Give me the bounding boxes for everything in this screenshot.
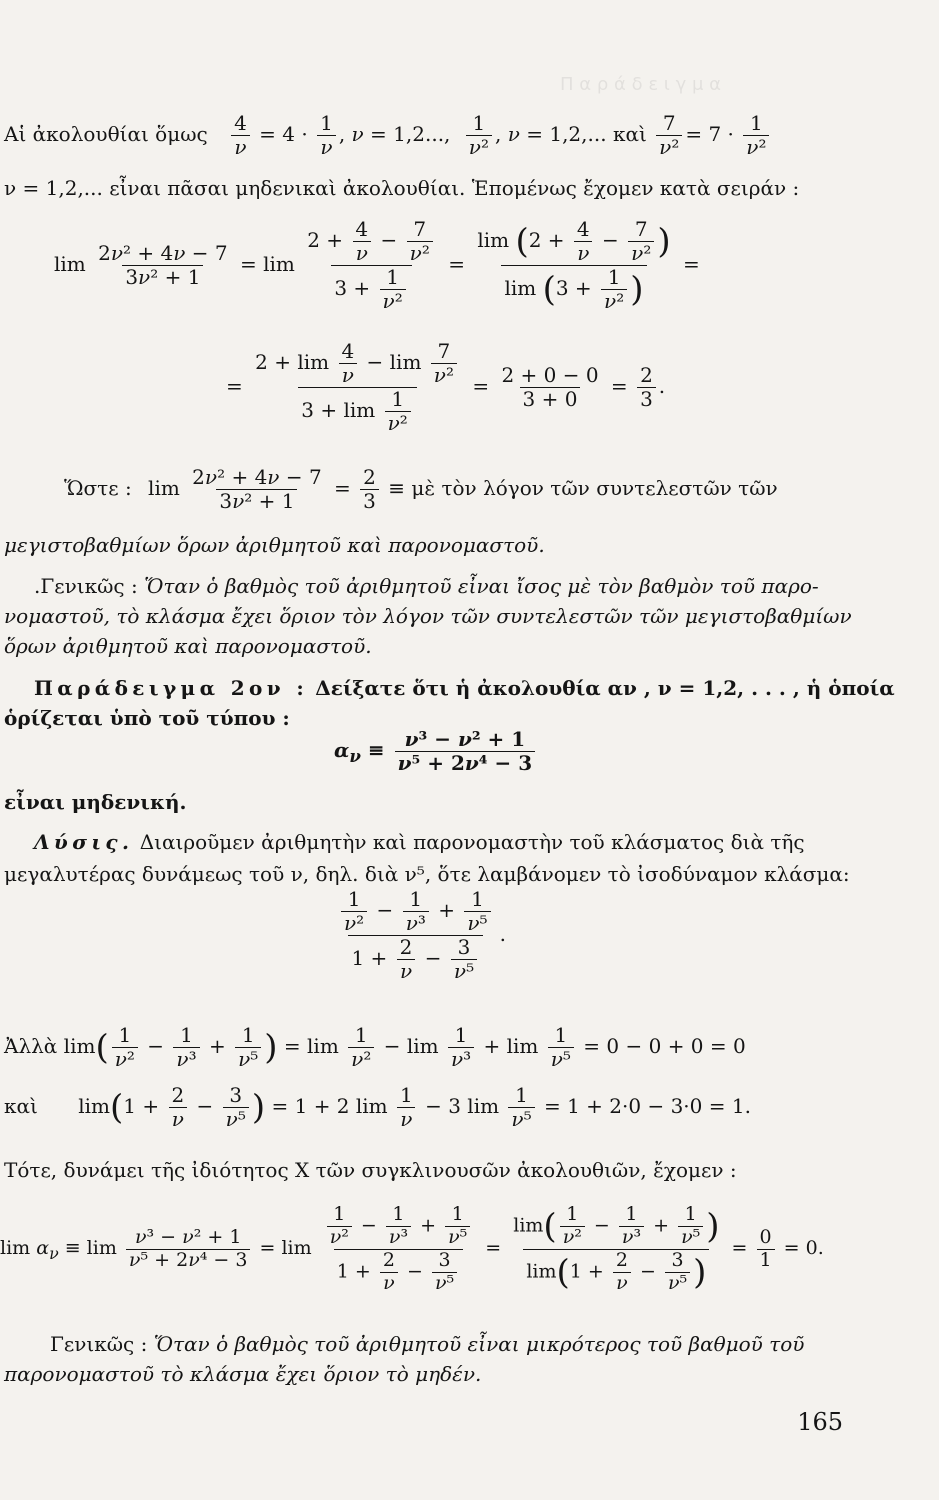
solution-line-2: μεγαλυτέρας δυνάμεως τοῦ ν, δηλ. διὰ ν⁵, ὅτε λαμβάνομεν τὸ ἰσοδύναμον κλάσμα:	[4, 862, 850, 886]
sequence-expression-a: $\frac{4}{\nu}$ = 4 · $\frac{1}{\nu}$ , ν = 1,2...,	[228, 122, 457, 146]
convergence-property-line: Τότε, δυνάμει τῆς ἰδιότητος Χ τῶν συγκλινουσῶν ἀκολουθιῶν, ἔχομεν :	[4, 1158, 737, 1182]
example-2-line-2: ὁρίζεται ὑπὸ τοῦ τύπου :	[4, 706, 290, 730]
solution-line-1: Λύσις. Διαιροῦμεν ἀριθμητὴν καὶ παρονομαστὴν τοῦ κλάσματος διὰ τῆς	[34, 830, 805, 854]
conclusion-line-2: μεγιστοβαθμίων ὅρων ἀριθμητοῦ καὶ παρονομαστοῦ.	[4, 533, 545, 557]
bleed-through-text: Π α ρ ά δ ε ι γ μ α	[560, 74, 721, 95]
example-2-line-3: εἶναι μηδενική.	[4, 790, 187, 814]
limit-denominator-line: καὶ lim(1 + $\frac{2}{\nu}$ − $\frac{3}{\text{ν⁵}}$ ) = 1 + 2 lim $\frac{1}{\nu}$ − 3 lim $\frac{1}{\text{ν⁵}}$ = 1 + 2·0 − 3·0 = 1.	[4, 1083, 751, 1131]
generalization-1-line-2: νομαστοῦ, τὸ κλάσμα ἔχει ὅριον τὸν λόγον τῶν συντελεστῶν τῶν μεγιστοβαθμίων	[4, 604, 852, 628]
line-2: ν = 1,2,... εἶναι πᾶσαι μηδενικαὶ ἀκολουθίαι. Ἑπομένως ἔχομεν κατὰ σειράν :	[4, 176, 800, 200]
line-1: Αἱ ἀκολουθίαι ὅμως $\frac{4}{\nu}$ = 4 · $\frac{1}{\nu}$ , ν = 1,2..., $\frac{1}{\text{ν²}}$ , ν = 1,2,... καὶ $\frac{7}{\text{ν²}}$ = 7 · $\frac{1}{\text{ν²}}$	[4, 112, 772, 159]
generalization-2-line-2: παρονομαστοῦ τὸ κλάσμα ἔχει ὅριον τὸ μηδέν.	[4, 1362, 482, 1386]
example-2-heading: Παράδειγμα 2ον : Δείξατε ὅτι ἡ ἀκολουθία αν , ν = 1,2, . . . , ἡ ὁποία	[34, 676, 895, 700]
limit-equation-1: lim $\frac{\text{2ν² + 4ν − 7}}{\text{3ν² + 1}}$ = lim 2 + $\frac{4}{\nu}$ − $\frac{7}{\text{ν²}}$ 3 + $\frac{1}{\text{ν²}}$ = lim (2 + $\frac{4}{\nu}$ − $\frac{7}{\text{ν²}}$ ) lim (3 + $\frac{1}{\text{ν²}}$ ) =	[54, 217, 700, 313]
final-limit-equation: $\lim \alpha_\nu \equiv \lim$ $\frac{\text{ν³ − ν² + 1}}{\text{ν⁵ + 2ν⁴ − 3}}$ = lim $\frac{1}{\text{ν²}}$ − $\frac{1}{\text{ν³}}$ + $\frac{1}{\text{ν⁵}}$ 1 + $\frac{2}{\nu}$ − $\frac{3}{\text{ν⁵}}$ = lim( $\frac{1}{\text{ν²}}$ − $\frac{1}{\text{ν³}}$ + $\frac{1}{\text{ν⁵}}$ ) lim(1 + $\frac{2}{\nu}$ − $\frac{3}{\text{ν⁵}}$ ) = $\frac{0}{1}$ = 0.	[0, 1203, 824, 1294]
generalization-1-line-1: .Γενικῶς : Ὅταν ὁ βαθμὸς τοῦ ἀριθμητοῦ εἶναι ἴσος μὲ τὸν βαθμὸν τοῦ παρο-	[34, 574, 819, 598]
generalization-1-line-3: ὅρων ἀριθμητοῦ καὶ παρονομαστοῦ.	[4, 634, 372, 658]
generalization-2-line-1: Γενικῶς : Ὅταν ὁ βαθμὸς τοῦ ἀριθμητοῦ εἶναι μικρότερος τοῦ βαθμοῦ τοῦ	[50, 1332, 805, 1356]
example-2-formula: $\alpha_\nu$ ≡ $\frac{\text{ν³ − ν² + 1}}{\text{ν⁵ + 2ν⁴ − 3}}$	[334, 728, 538, 775]
page-number: 165	[797, 1408, 843, 1436]
sequence-expression-b: $\frac{1}{\text{ν²}}$ , ν = 1,2,... καὶ $\frac{7}{\text{ν²}}$ = 7 · $\frac{1}{\text{ν²}}$	[463, 122, 773, 146]
limit-equation-2: = 2 + lim $\frac{4}{\nu}$ − lim $\frac{7}{\text{ν²}}$ 3 + lim $\frac{1}{\text{ν²}}$ = $\frac{2 + 0 - 0}{3 + 0}$ = $\frac{2}{3}$ .	[226, 339, 666, 435]
equivalent-fraction: $\frac{1}{\text{ν²}}$ − $\frac{1}{\text{ν³}}$ + $\frac{1}{\text{ν⁵}}$ 1 + $\frac{2}{\nu}$ − $\frac{3}{\text{ν⁵}}$ .	[332, 888, 506, 983]
limit-numerator-line: Ἀλλὰ lim( $\frac{1}{\text{ν²}}$ − $\frac{1}{\text{ν³}}$ + $\frac{1}{\text{ν⁵}}$ ) = lim $\frac{1}{\text{ν²}}$ − lim $\frac{1}{\text{ν³}}$ + lim $\frac{1}{\text{ν⁵}}$ = 0 − 0 + 0 = 0	[4, 1023, 746, 1071]
conclusion-equation: lim $\frac{\text{2ν² + 4ν − 7}}{\text{3ν² + 1}}$ = $\frac{2}{3}$	[148, 476, 388, 500]
conclusion-line: Ὥστε : lim $\frac{\text{2ν² + 4ν − 7}}{\text{3ν² + 1}}$ = $\frac{2}{3}$ ≡ μὲ τὸν λόγον τῶν συντελεστῶν τῶν	[64, 465, 778, 513]
